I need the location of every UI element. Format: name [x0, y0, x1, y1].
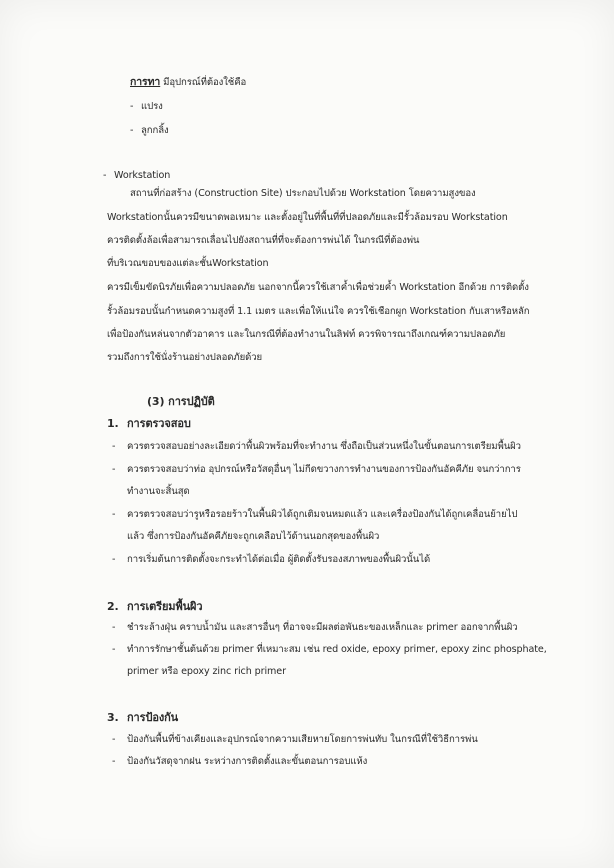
- bullet-mark: -: [103, 170, 107, 181]
- intro-item: ลูกกลิ้ง: [141, 125, 169, 136]
- bullet-mark: -: [112, 622, 116, 633]
- list-item: ควรตรวจสอบว่าท่อ อุปกรณ์หรือวัสดุอื่นๆ ไม่กีดขวางการทำงานของการป้องกันอัคคีภัย จนกว่าการ: [127, 464, 521, 475]
- bullet-mark: -: [112, 734, 116, 745]
- section-title: (3) การปฏิบัติ: [147, 395, 215, 408]
- list-item: ควรตรวจสอบว่ารูหรือรอยร้าวในพื้นผิวได้ถูกเติมจนหมดแล้ว และเครื่องป้องกันได้ถูกเคลื่อนย้ายไป: [127, 509, 518, 520]
- list-item-continuation: primer หรือ epoxy zinc rich primer: [127, 666, 286, 677]
- list-item: ควรตรวจสอบอย่างละเอียดว่าพื้นผิวพร้อมที่จะทำงาน ซึ่งถือเป็นส่วนหนึ่งในขั้นตอนการเตรียมพื้นผิว: [127, 441, 521, 452]
- list-item: ป้องกันพื้นที่ข้างเคียงและอุปกรณ์จากความเสียหายโดยการพ่นทับ ในกรณีที่ใช้วิธีการพ่น: [127, 734, 478, 745]
- bullet-mark: -: [130, 101, 134, 112]
- paragraph-line: รวมถึงการใช้นั่งร้านอย่างปลอดภัยด้วย: [107, 352, 263, 363]
- inspection-heading: การตรวจสอบ: [127, 417, 191, 430]
- paragraph-line: ที่บริเวณขอบของแต่ละชั้นWorkstation: [107, 258, 269, 269]
- bullet-mark: -: [112, 464, 116, 475]
- heading-number: 1.: [107, 417, 119, 430]
- list-item: ทำการรักษาชั้นต้นด้วย primer ที่เหมาะสม เช่น red oxide, epoxy primer, epoxy zinc phosphate,: [127, 644, 547, 655]
- bullet-mark: -: [112, 644, 116, 655]
- bullet-mark: -: [130, 125, 134, 136]
- paragraph-line: ควรติดตั้งล้อเพื่อสามารถเลื่อนไปยังสถานที่ที่จะต้องการพ่นได้ ในกรณีที่ต้องพ่น: [107, 235, 420, 246]
- paragraph-line: รั้วล้อมรอบนั้นกำหนดความสูงที่ 1.1 เมตร และเพื่อให้แน่ใจ ควรใช้เชือกผูก Workstation กับเสาหรือหลัก: [107, 306, 530, 317]
- intro-item: แปรง: [141, 101, 163, 112]
- intro-line: [130, 76, 246, 89]
- protection-heading: การป้องกัน: [127, 711, 179, 724]
- list-item: ชำระล้างฝุ่น คราบน้ำมัน และสารอื่นๆ ที่อาจจะมีผลต่อพันธะของเหล็กและ primer ออกจากพื้นผิว: [127, 622, 518, 633]
- bullet-mark: -: [112, 441, 116, 452]
- heading-number: 2.: [107, 600, 119, 613]
- bullet-mark: -: [112, 756, 116, 767]
- bullet-mark: -: [112, 509, 116, 520]
- intro-rest: มีอุปกรณ์ที่ต้องใช้คือ: [160, 77, 247, 88]
- list-item-continuation: แล้ว ซึ่งการป้องกันอัคคีภัยจะถูกเคลือบไว้ด้านนอกสุดของพื้นผิว: [127, 531, 380, 542]
- paragraph-line: Workstationนั้นควรมีขนาดพอเหมาะ และตั้งอยู่ในที่พื้นที่ที่ปลอดภัยและมีรั้วล้อมรอบ Workstation: [107, 212, 508, 223]
- preparation-heading: การเตรียมพื้นผิว: [127, 600, 203, 613]
- paragraph-line: เพื่อป้องกันหล่นจากตัวอาคาร และในกรณีที่ต้องทำงานในลิฟท์ ควรพิจารณาถึงเกณฑ์ความปลอดภัย: [107, 329, 506, 340]
- paragraph-line: ควรมีเข็มขัดนิรภัยเพื่อความปลอดภัย นอกจากนี้ควรใช้เสาค้ำเพื่อช่วยค้ำ Workstation อีกด้วย การติดตั้ง: [107, 282, 529, 293]
- bullet-mark: -: [112, 554, 116, 565]
- list-item: การเริ่มต้นการติดตั้งจะกระทำได้ต่อเมื่อ ผู้ติดตั้งรับรองสภาพของพื้นผิวนั้นได้: [127, 554, 431, 565]
- list-item: ป้องกันวัสดุจากฝน ระหว่างการติดตั้งและขั้นตอนการอบแห้ง: [127, 756, 368, 767]
- intro-lead: การทา: [130, 76, 161, 88]
- workstation-heading: Workstation: [114, 170, 171, 181]
- list-item-continuation: ทำงานจะสิ้นสุด: [127, 486, 190, 497]
- paragraph-line: สถานที่ก่อสร้าง (Construction Site) ประกอบไปด้วย Workstation โดยความสูงของ: [130, 188, 476, 199]
- heading-number: 3.: [107, 711, 119, 724]
